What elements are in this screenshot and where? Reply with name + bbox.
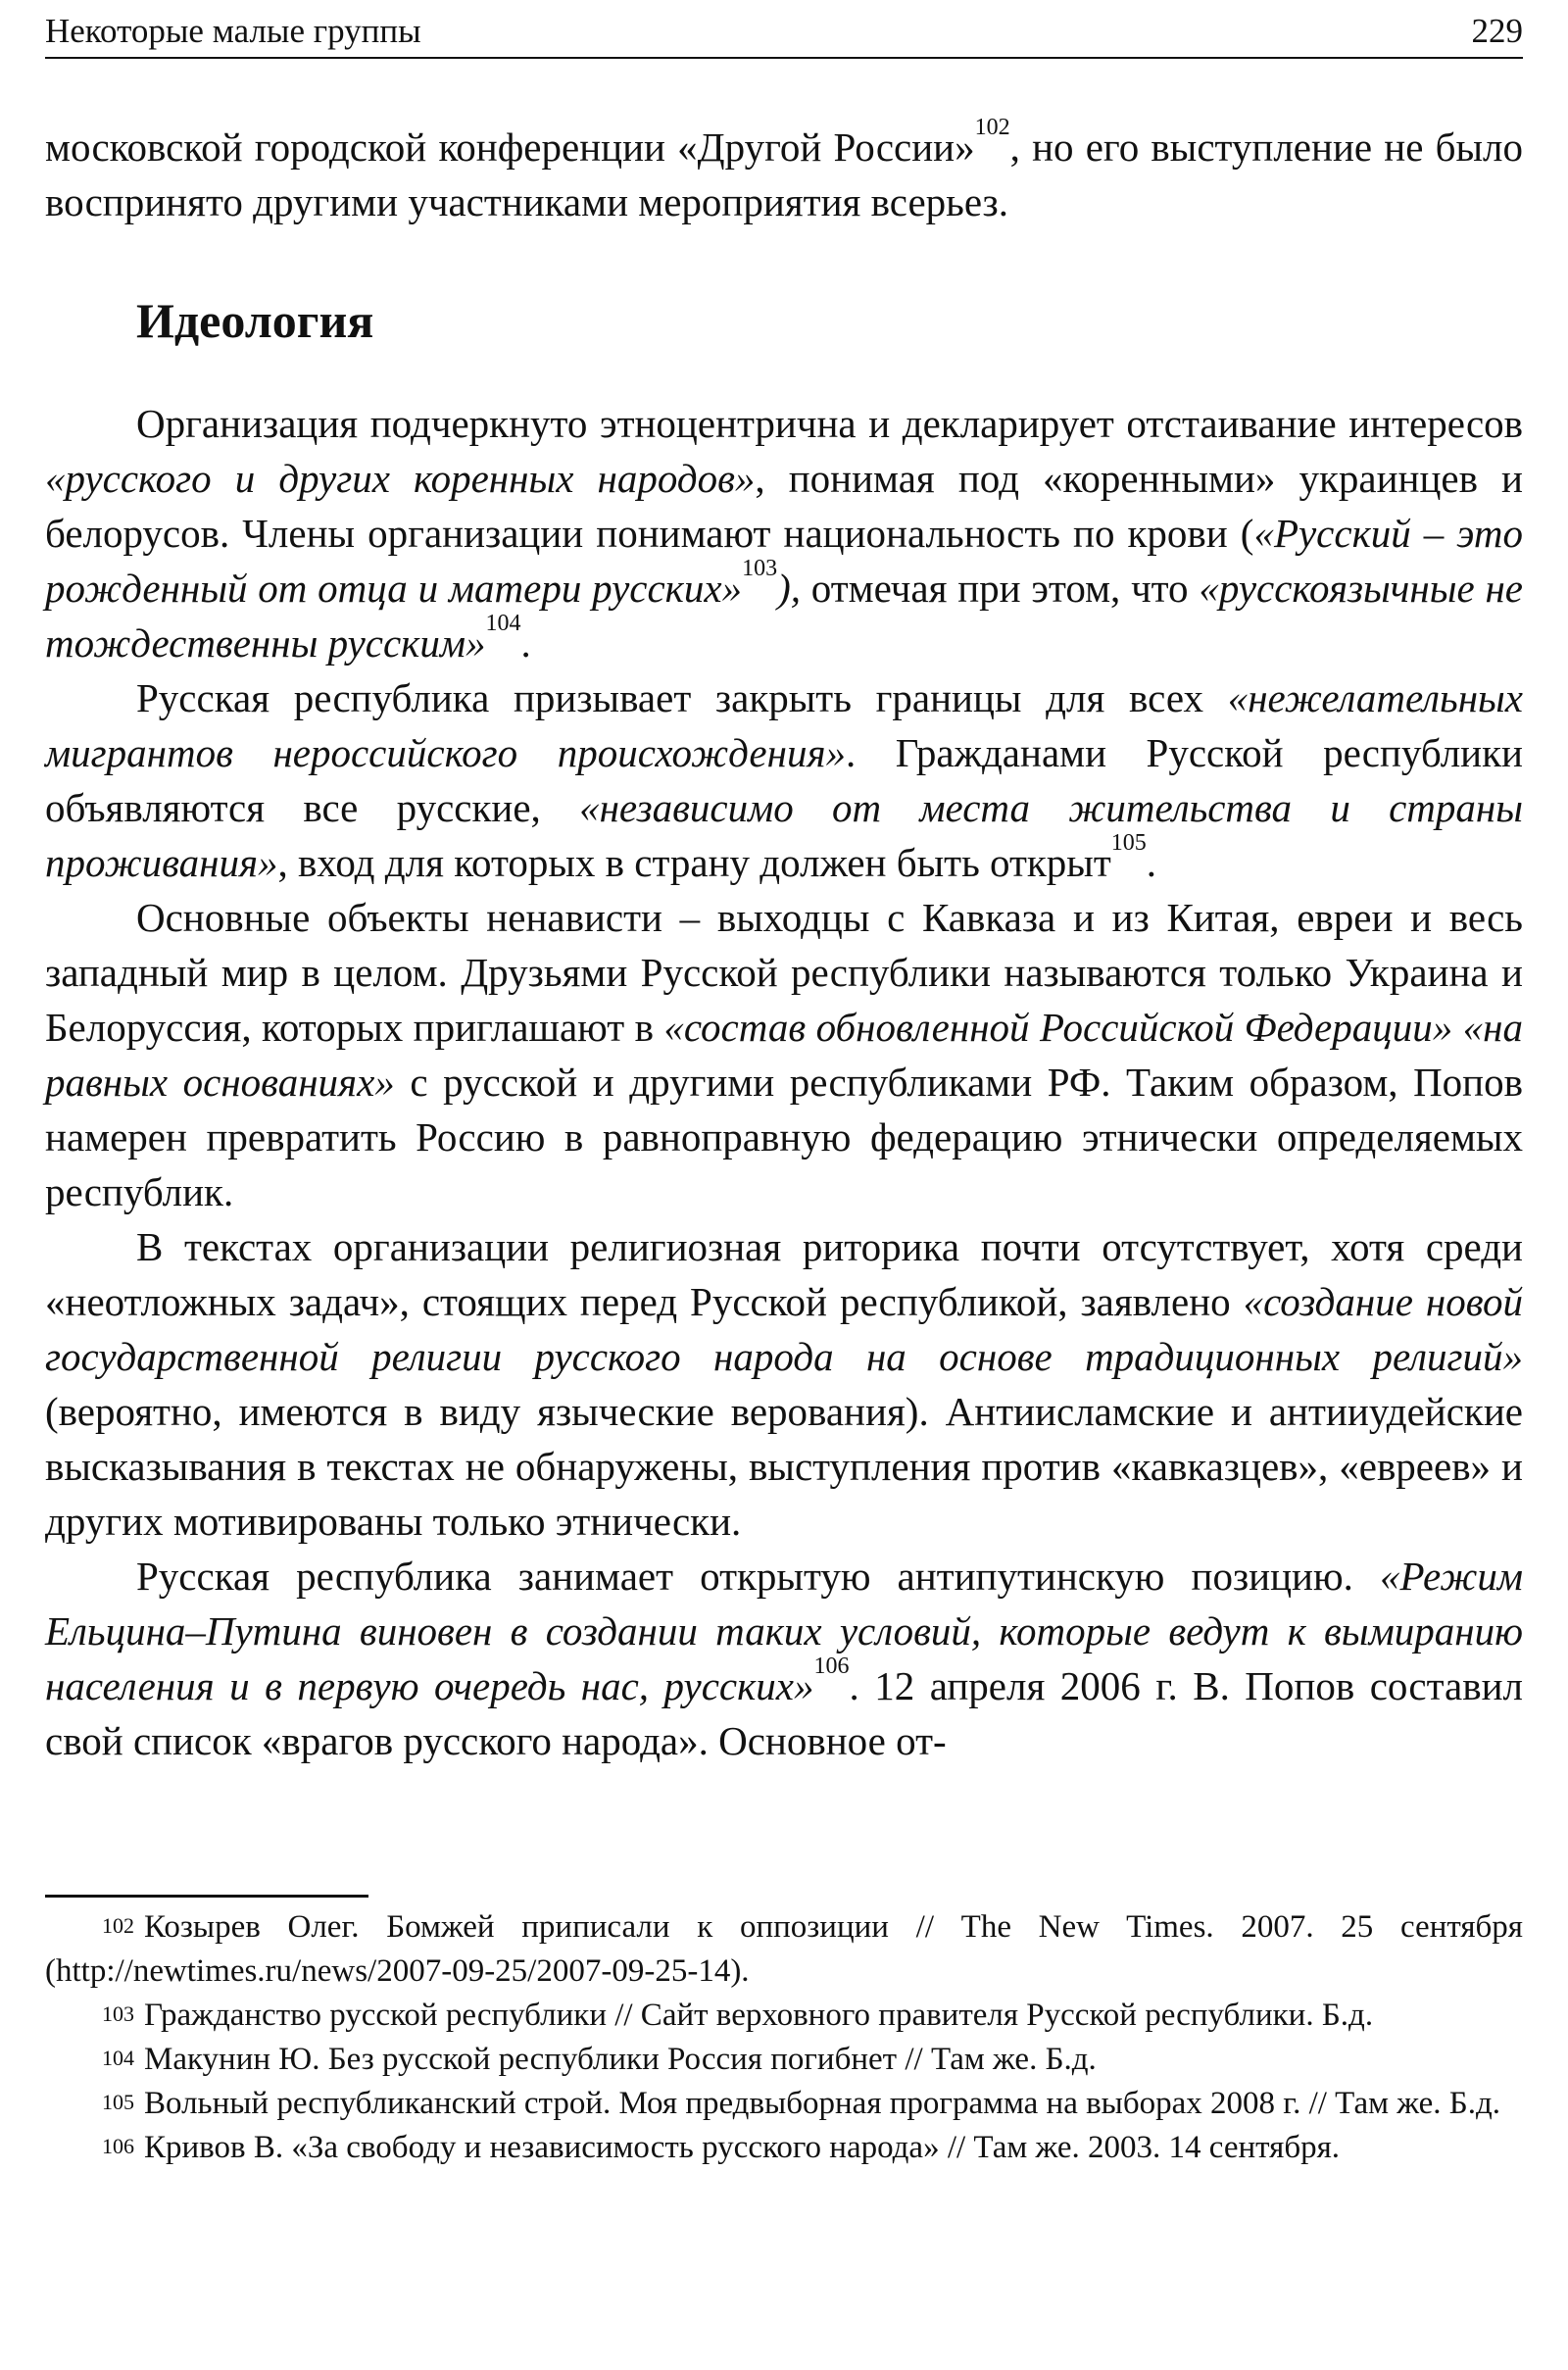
- italic-quote: «на равных основаниях»: [45, 1005, 1523, 1105]
- footnote: [45, 2126, 1523, 2170]
- paragraph-3: [45, 890, 1523, 1219]
- footnote-ref: 105: [1110, 830, 1147, 856]
- footnote-number: 106: [102, 2134, 134, 2158]
- section-heading: Идеология: [136, 293, 374, 348]
- footnotes: [45, 1905, 1523, 2170]
- text-run: , вход для которых в страну должен быть открыт: [277, 840, 1111, 885]
- italic-quote: «Русский – это рожденный от отца и матери русских»: [45, 511, 1523, 611]
- footnote-number: 104: [102, 2046, 134, 2070]
- footnote-ref: 104: [485, 611, 521, 636]
- footnote-text: Козырев Олег. Бомжей приписали к оппозиции // The New Times. 2007. 25 сентября (http://newtimes.ru/news/2007-09-25/2007-09-25-14).: [45, 1909, 1523, 1989]
- text-run: с русской и другими республиками РФ. Таким образом, Попов намерен превратить Россию в равноправную федерацию этнически определяемых республик.: [45, 1060, 1523, 1214]
- footnote-ref: 102: [974, 115, 1010, 140]
- footnote-divider: [45, 1895, 368, 1898]
- paragraph-2: [45, 670, 1523, 890]
- text-run: .: [520, 620, 531, 666]
- running-header: [45, 8, 1523, 59]
- text-run: [1452, 1005, 1462, 1050]
- footnote-number: 102: [102, 1913, 134, 1938]
- footnote-text: Вольный республиканский строй. Моя предвыборная программа на выборах 2008 г. // Там же. Б.д.: [144, 2086, 1501, 2121]
- footnote-text: Гражданство русской республики // Сайт верховного правителя Русской республики. Б.д.: [144, 1998, 1374, 2033]
- italic-quote: «нежелательных мигрантов нероссийского происхождения»: [45, 675, 1523, 775]
- italic-quote: «состав обновленной Российской Федерации»: [663, 1005, 1453, 1050]
- text-run: . Гражданами Русской республики объявляются все русские,: [45, 730, 1523, 830]
- text-run: Организация подчеркнуто этноцентрична и декларирует отстаивание интересов: [136, 401, 1523, 446]
- italic-quote: «русскоязычные не тождественны русским»: [45, 566, 1523, 666]
- paragraph-5: [45, 1549, 1523, 1768]
- text-run: отмечая при этом, что: [800, 566, 1200, 611]
- italic-quote: ),: [777, 566, 801, 611]
- main-text: [45, 396, 1523, 1768]
- text-run: В текстах организации религиозная риторика почти отсутствует, хотя среди «неотложных задач», стоящих перед Русской республикой, заявлено: [45, 1224, 1523, 1324]
- footnote-text: Кривов В. «За свободу и независимость русского народа» // Там же. 2003. 14 сентября.: [144, 2130, 1341, 2165]
- text-run: , понимая под «коренными» украинцев и белорусов. Члены организации понимают национальность по крови (: [45, 456, 1523, 556]
- text-run: , но его выступление не было воспринято другими участниками мероприятия всерьез.: [45, 124, 1523, 224]
- footnote: [45, 1905, 1523, 1994]
- text-run: московской городской конференции «Другой России»: [45, 124, 975, 170]
- italic-quote: «русского и других коренных народов»: [45, 456, 756, 501]
- text-run: Русская республика занимает открытую антипутинскую позицию.: [136, 1554, 1380, 1599]
- page-number: 229: [1471, 12, 1523, 50]
- text-run: Русская республика призывает закрыть границы для всех: [136, 675, 1228, 720]
- continuation-paragraph: [45, 115, 1523, 229]
- footnote-number: 103: [102, 2001, 134, 2026]
- italic-quote: «создание новой государственной религии русского народа на основе традиционных религий»: [45, 1279, 1524, 1379]
- footnote-text: Макунин Ю. Без русской республики Россия погибнет // Там же. Б.д.: [144, 2042, 1097, 2077]
- footnote: [45, 1994, 1523, 2038]
- paragraph-4: [45, 1219, 1523, 1549]
- italic-quote: «Режим Ельцина–Путина виновен в создании таких условий, которые ведут к вымиранию населения и в первую очередь нас, русских»: [45, 1554, 1523, 1708]
- text-run: .: [1146, 840, 1157, 885]
- italic-quote: «независимо от места жительства и страны проживания»: [45, 785, 1523, 885]
- paragraph-1: [45, 396, 1523, 670]
- footnote-ref: 106: [813, 1654, 850, 1679]
- text-run: Основные объекты ненависти – выходцы с Кавказа и из Китая, евреи и весь западный мир в целом. Друзьями Русской республики называются только Украина и Белоруссия, которых приглашают в: [45, 895, 1523, 1050]
- running-title: Некоторые малые группы: [45, 12, 421, 50]
- footnote: [45, 2082, 1523, 2126]
- footnote-ref: 103: [742, 556, 778, 581]
- footnote: [45, 2038, 1523, 2082]
- footnote-number: 105: [102, 2090, 134, 2114]
- text-run: . 12 апреля 2006 г. В. Попов составил свой список «врагов русского народа». Основное от-: [45, 1663, 1523, 1763]
- text-run: (вероятно, имеются в виду языческие верования). Антиисламские и антииудейские высказывания в текстах не обнаружены, выступления против «кавказцев», «евреев» и других мотивированы только этнически.: [45, 1389, 1523, 1544]
